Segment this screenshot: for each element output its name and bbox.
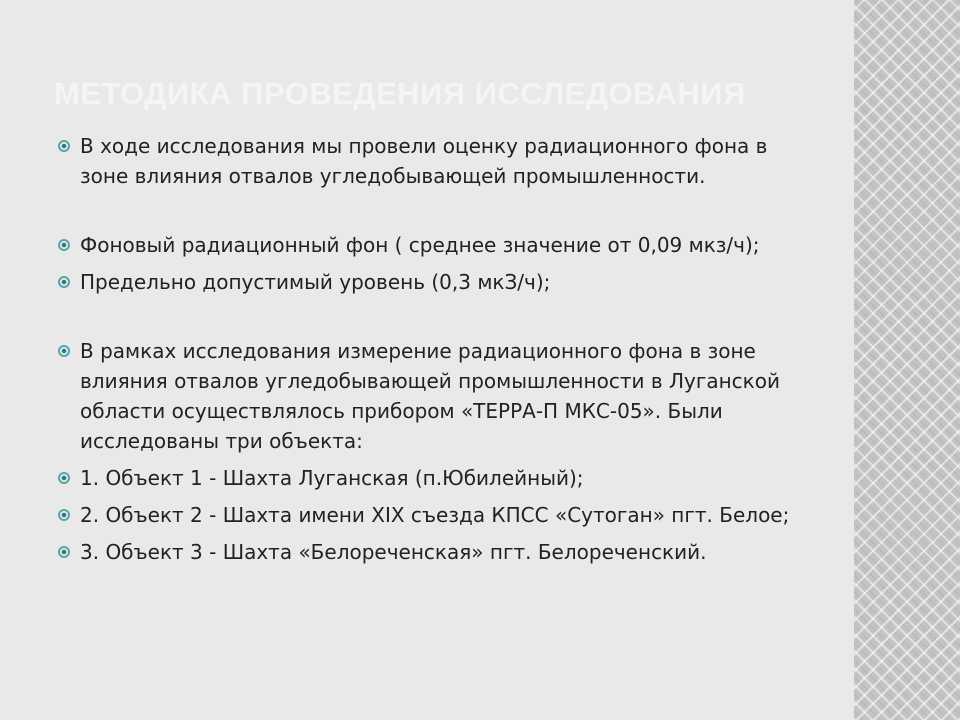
- bullet-list: [58, 131, 798, 567]
- bullet-text: 2. Объект 2 - Шахта имени XIX съезда КПСС «Сутоган» пгт. Белое;: [80, 503, 790, 527]
- bullet-item: [58, 500, 798, 530]
- bullet-icon: [58, 345, 70, 357]
- bullet-item: [58, 131, 798, 191]
- bullet-icon: [58, 239, 70, 251]
- bullet-text: 1. Объект 1 - Шахта Луганская (п.Юбилейный);: [80, 466, 584, 490]
- bullet-text: Фоновый радиационный фон ( среднее значение от 0,09 мкз/ч);: [80, 233, 760, 257]
- bullet-text: В ходе исследования мы провели оценку радиационного фона в зоне влияния отвалов угледобывающей промышленности.: [80, 134, 768, 188]
- bullet-item: [58, 537, 798, 567]
- bullet-icon: [58, 546, 70, 558]
- decorative-pattern-strip: [854, 0, 960, 720]
- bullet-icon: [58, 140, 70, 152]
- bullet-icon: [58, 509, 70, 521]
- bullet-text: В рамках исследования измерение радиационного фона в зоне влияния отвалов угледобывающей промышленности в Луганской области осуществлялось прибором «ТЕРРА-П МКС-05». Были исследованы три объекта:: [80, 339, 780, 453]
- bullet-text: Предельно допустимый уровень (0,3 мкЗ/ч);: [80, 270, 551, 294]
- bullet-icon: [58, 276, 70, 288]
- bullet-text: 3. Объект 3 - Шахта «Белореченская» пгт. Белореченский.: [80, 540, 707, 564]
- bullet-item: [58, 230, 798, 260]
- bullet-item: [58, 463, 798, 493]
- bullet-item: [58, 267, 798, 297]
- bullet-item: [58, 336, 798, 456]
- bullet-icon: [58, 472, 70, 484]
- slide-title: МЕТОДИКА ПРОВЕДЕНИЯ ИССЛЕДОВАНИЯ: [54, 76, 746, 111]
